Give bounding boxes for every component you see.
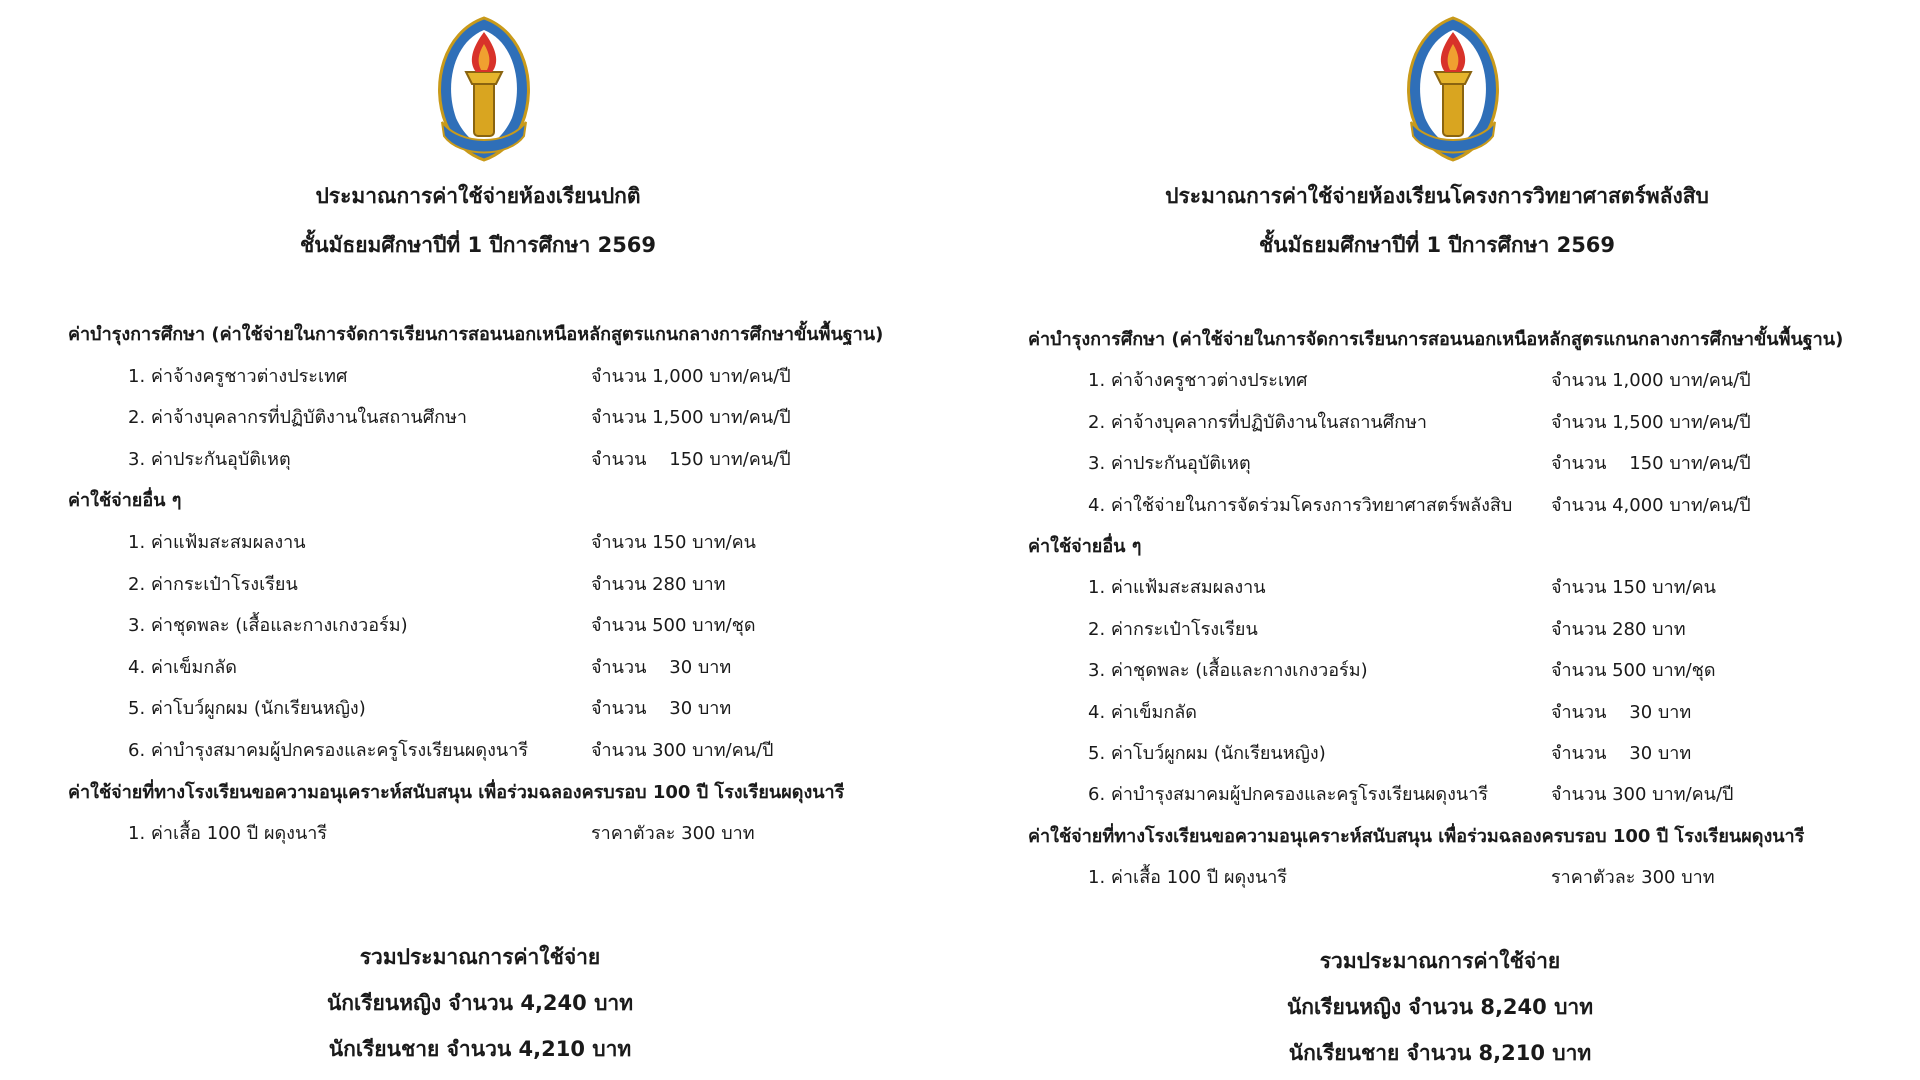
item-value: จำนวน 150 บาท/คน/ปี [1551,453,1751,475]
item-label: 2. ค่ากระเป๋าโรงเรียน [1088,618,1258,640]
item-value: จำนวน 150 บาท/คน [1551,577,1716,599]
item-value: จำนวน 1,500 บาท/คน/ปี [1551,411,1751,433]
list-item [68,397,948,439]
section-heading-tuition: ค่าบำรุงการศึกษา (ค่าใช้จ่ายในการจัดการเรียนการสอนนอกเหนือหลักสูตรแกนกลางการศึกษาขั้นพื้นฐาน) [68,324,884,345]
section-heading-centennial: ค่าใช้จ่ายที่ทางโรงเรียนขอความอนุเคราะห์สนับสนุน เพื่อร่วมฉลองครบรอบ 100 ปี โรงเรียนผดุงนารี [1028,825,1805,847]
list-item [68,647,948,689]
list-item [1028,402,1908,443]
section-heading-other: ค่าใช้จ่ายอื่น ๆ [1028,535,1142,557]
list-item [1028,774,1908,815]
item-label: 1. ค่าแฟ้มสะสมผลงาน [1088,577,1266,599]
item-label: 3. ค่าประกันอุบัติเหตุ [1088,453,1251,475]
document-subtitle: ชั้นมัธยมศึกษาปีที่ 1 ปีการศึกษา 2569 [299,233,657,257]
item-value: จำนวน 300 บาท/คน/ปี [591,739,774,761]
total-male: นักเรียนชาย จำนวน 8,210 บาท [1288,1041,1592,1065]
item-value: จำนวน 1,500 บาท/คน/ปี [591,407,791,429]
school-seal-torch-icon [1393,14,1513,164]
item-value: จำนวน 150 บาท/คน [591,531,756,553]
item-label: 1. ค่าเสื้อ 100 ปี ผดุงนารี [128,823,328,845]
item-value: จำนวน 30 บาท [1551,701,1692,723]
item-label: 1. ค่าเสื้อ 100 ปี ผดุงนารี [1088,867,1288,889]
document-science-class [960,0,1920,1080]
list-item [1028,650,1908,691]
item-label: 5. ค่าโบว์ผูกผม (นักเรียนหญิง) [128,698,366,720]
item-label: 5. ค่าโบว์ผูกผม (นักเรียนหญิง) [1088,742,1326,764]
school-seal-torch-icon [424,14,544,164]
list-item [68,605,948,647]
item-value: ราคาตัวละ 300 บาท [591,823,755,845]
list-item [1028,360,1908,401]
item-label: 1. ค่าจ้างครูชาวต่างประเทศ [1088,370,1308,392]
list-item [68,439,948,481]
section-heading-tuition: ค่าบำรุงการศึกษา (ค่าใช้จ่ายในการจัดการเรียนการสอนนอกเหนือหลักสูตรแกนกลางการศึกษาขั้นพื้นฐาน) [1028,329,1844,350]
item-label: 2. ค่าจ้างบุคลากรที่ปฏิบัติงานในสถานศึกษา [1088,411,1428,433]
totals-block [0,934,960,1072]
list-item [68,813,948,855]
item-label: 1. ค่าแฟ้มสะสมผลงาน [128,531,306,553]
list-item [1028,443,1908,484]
list-item [1028,692,1908,733]
list-item [1028,733,1908,774]
item-label: 6. ค่าบำรุงสมาคมผู้ปกครองและครูโรงเรียนผดุงนารี [128,739,528,761]
section-heading-other: ค่าใช้จ่ายอื่น ๆ [68,490,182,512]
item-value: จำนวน 30 บาท [591,698,732,720]
item-value: จำนวน 280 บาท [1551,618,1686,640]
totals-block [960,938,1920,1076]
item-label: 2. ค่ากระเป๋าโรงเรียน [128,573,298,595]
list-item [68,564,948,606]
list-item [1028,857,1908,898]
item-label: 4. ค่าเข็มกลัด [1088,701,1197,723]
item-value: จำนวน 300 บาท/คน/ปี [1551,784,1734,806]
cost-list [68,314,948,855]
item-value: จำนวน 500 บาท/ชุด [591,615,756,637]
document-title: ประมาณการค่าใช้จ่ายห้องเรียนโครงการวิทยาศาสตร์พลังสิบ [1165,184,1709,208]
item-value: จำนวน 1,000 บาท/คน/ปี [591,365,791,387]
item-label: 3. ค่าชุดพละ (เสื้อและกางเกงวอร์ม) [128,615,408,637]
section-heading-centennial: ค่าใช้จ่ายที่ทางโรงเรียนขอความอนุเคราะห์สนับสนุน เพื่อร่วมฉลองครบรอบ 100 ปี โรงเรียนผดุงนารี [68,781,845,803]
total-male: นักเรียนชาย จำนวน 4,210 บาท [328,1037,632,1061]
item-value: ราคาตัวละ 300 บาท [1551,867,1715,889]
document-subtitle: ชั้นมัธยมศึกษาปีที่ 1 ปีการศึกษา 2569 [1258,233,1616,257]
item-label: 4. ค่าเข็มกลัด [128,656,237,678]
list-item [68,730,948,772]
list-item [68,522,948,564]
cost-list [1028,319,1908,898]
item-label: 4. ค่าใช้จ่ายในการจัดร่วมโครงการวิทยาศาสตร์พลังสิบ [1088,494,1513,516]
item-value: จำนวน 280 บาท [591,573,726,595]
item-value: จำนวน 500 บาท/ชุด [1551,660,1716,682]
item-label: 6. ค่าบำรุงสมาคมผู้ปกครองและครูโรงเรียนผดุงนารี [1088,784,1488,806]
totals-heading: รวมประมาณการค่าใช้จ่าย [1319,949,1561,973]
item-value: จำนวน 1,000 บาท/คน/ปี [1551,370,1751,392]
list-item [1028,567,1908,608]
total-female: นักเรียนหญิง จำนวน 8,240 บาท [1286,995,1594,1019]
totals-heading: รวมประมาณการค่าใช้จ่าย [359,945,601,969]
item-value: จำนวน 150 บาท/คน/ปี [591,448,791,470]
item-value: จำนวน 30 บาท [591,656,732,678]
item-value: จำนวน 4,000 บาท/คน/ปี [1551,494,1751,516]
item-value: จำนวน 30 บาท [1551,742,1692,764]
item-label: 3. ค่าประกันอุบัติเหตุ [128,448,291,470]
item-label: 1. ค่าจ้างครูชาวต่างประเทศ [128,365,348,387]
item-label: 3. ค่าชุดพละ (เสื้อและกางเกงวอร์ม) [1088,660,1368,682]
list-item [1028,485,1908,526]
list-item [68,356,948,398]
list-item [1028,609,1908,650]
document-title: ประมาณการค่าใช้จ่ายห้องเรียนปกติ [315,184,641,208]
list-item [68,688,948,730]
total-female: นักเรียนหญิง จำนวน 4,240 บาท [326,991,634,1015]
item-label: 2. ค่าจ้างบุคลากรที่ปฏิบัติงานในสถานศึกษา [128,407,468,429]
